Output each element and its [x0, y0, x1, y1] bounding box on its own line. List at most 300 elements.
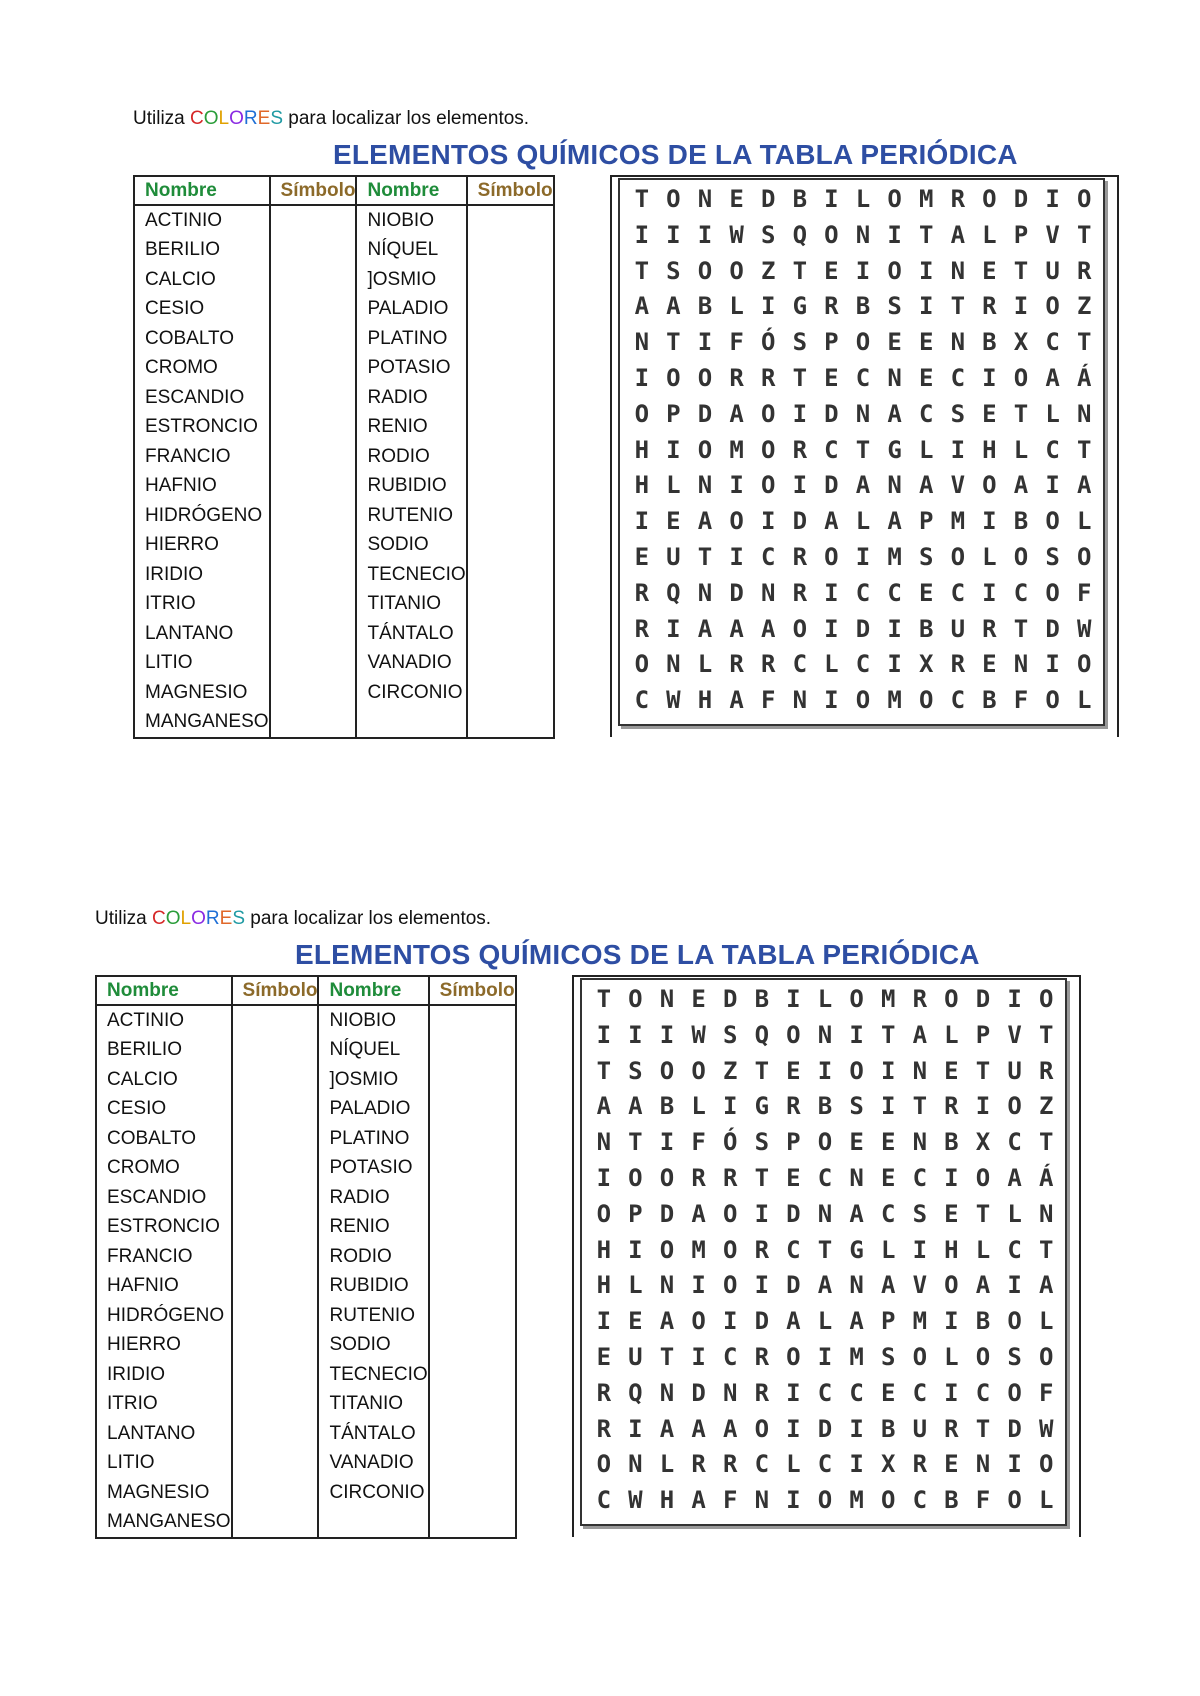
grid-letter[interactable]: N: [855, 399, 871, 428]
symbol-cell[interactable]: [270, 501, 357, 531]
grid-letter[interactable]: R: [691, 1450, 706, 1479]
grid-letter[interactable]: L: [1076, 507, 1092, 536]
symbol-cell[interactable]: [232, 1331, 319, 1361]
grid-letter[interactable]: S: [1045, 542, 1060, 571]
grid-letter[interactable]: H: [634, 435, 650, 464]
grid-letter[interactable]: O: [729, 507, 744, 536]
grid-letter[interactable]: C: [950, 686, 966, 715]
grid-letter[interactable]: E: [786, 1056, 801, 1085]
grid-letter[interactable]: C: [1013, 578, 1029, 607]
grid-letter[interactable]: R: [754, 1235, 770, 1264]
grid-letter[interactable]: H: [659, 1486, 675, 1515]
grid-letter[interactable]: I: [912, 1235, 928, 1264]
grid-letter[interactable]: I: [792, 471, 808, 500]
grid-letter[interactable]: S: [918, 542, 934, 571]
symbol-cell[interactable]: [429, 1360, 516, 1390]
grid-letter[interactable]: O: [659, 1235, 675, 1264]
grid-letter[interactable]: S: [722, 1020, 738, 1049]
grid-letter[interactable]: F: [691, 1128, 706, 1157]
grid-letter[interactable]: O: [887, 256, 902, 285]
grid-letter[interactable]: A: [596, 1092, 612, 1121]
grid-letter[interactable]: N: [628, 1450, 643, 1479]
grid-letter[interactable]: I: [950, 435, 966, 464]
grid-letter[interactable]: L: [691, 1092, 706, 1121]
grid-letter[interactable]: I: [666, 614, 681, 643]
grid-letter[interactable]: R: [944, 1414, 959, 1443]
grid-letter[interactable]: I: [786, 1486, 801, 1515]
grid-letter[interactable]: V: [1007, 1020, 1022, 1049]
grid-letter[interactable]: I: [982, 578, 997, 607]
grid-letter[interactable]: I: [817, 1056, 833, 1085]
grid-letter[interactable]: E: [944, 1056, 959, 1085]
grid-letter[interactable]: R: [950, 650, 966, 679]
grid-letter[interactable]: C: [1045, 328, 1060, 357]
grid-letter[interactable]: W: [729, 220, 744, 249]
grid-letter[interactable]: L: [944, 1020, 959, 1049]
grid-letter[interactable]: A: [918, 471, 934, 500]
grid-letter[interactable]: T: [628, 1128, 643, 1157]
grid-letter[interactable]: C: [824, 435, 839, 464]
grid-letter[interactable]: D: [792, 507, 808, 536]
symbol-cell[interactable]: [467, 531, 554, 561]
grid-letter[interactable]: H: [596, 1271, 612, 1300]
grid-letter[interactable]: I: [659, 1128, 675, 1157]
grid-letter[interactable]: D: [754, 1307, 770, 1336]
grid-letter[interactable]: B: [918, 614, 934, 643]
grid-letter[interactable]: M: [887, 686, 902, 715]
grid-letter[interactable]: I: [1013, 292, 1029, 321]
grid-letter[interactable]: D: [824, 399, 839, 428]
grid-letter[interactable]: I: [697, 220, 713, 249]
symbol-cell[interactable]: [467, 324, 554, 354]
symbol-cell[interactable]: [232, 1301, 319, 1331]
grid-letter[interactable]: A: [666, 292, 681, 321]
grid-letter[interactable]: E: [982, 256, 997, 285]
grid-letter[interactable]: T: [792, 363, 808, 392]
grid-letter[interactable]: E: [666, 507, 681, 536]
grid-letter[interactable]: T: [1013, 399, 1029, 428]
grid-letter[interactable]: L: [1038, 1486, 1054, 1515]
grid-letter[interactable]: C: [722, 1342, 738, 1371]
grid-letter[interactable]: C: [817, 1450, 833, 1479]
grid-letter[interactable]: R: [729, 650, 744, 679]
grid-letter[interactable]: C: [786, 1235, 801, 1264]
grid-letter[interactable]: H: [944, 1235, 959, 1264]
grid-letter[interactable]: D: [691, 1378, 706, 1407]
grid-letter[interactable]: L: [628, 1271, 643, 1300]
grid-letter[interactable]: O: [824, 220, 839, 249]
grid-letter[interactable]: I: [824, 614, 839, 643]
grid-letter[interactable]: O: [722, 1271, 738, 1300]
symbol-cell[interactable]: [429, 1419, 516, 1449]
grid-letter[interactable]: R: [786, 1092, 801, 1121]
symbol-cell[interactable]: [467, 472, 554, 502]
grid-letter[interactable]: N: [666, 650, 681, 679]
grid-letter[interactable]: G: [849, 1235, 864, 1264]
grid-letter[interactable]: B: [944, 1486, 959, 1515]
grid-letter[interactable]: I: [634, 507, 650, 536]
grid-letter[interactable]: O: [697, 435, 713, 464]
grid-letter[interactable]: B: [792, 185, 808, 213]
grid-letter[interactable]: R: [1038, 1056, 1054, 1085]
grid-letter[interactable]: I: [666, 220, 681, 249]
grid-letter[interactable]: S: [1007, 1342, 1022, 1371]
grid-letter[interactable]: I: [887, 220, 902, 249]
grid-letter[interactable]: I: [944, 1163, 959, 1192]
symbol-cell[interactable]: [467, 413, 554, 443]
word-search-grid[interactable]: [626, 182, 1100, 719]
grid-letter[interactable]: D: [722, 985, 738, 1013]
grid-letter[interactable]: Á: [1038, 1163, 1054, 1192]
grid-letter[interactable]: L: [918, 435, 934, 464]
grid-letter[interactable]: D: [786, 1271, 801, 1300]
grid-letter[interactable]: I: [887, 614, 902, 643]
grid-letter[interactable]: O: [1045, 292, 1060, 321]
grid-letter[interactable]: S: [887, 292, 902, 321]
symbol-cell[interactable]: [429, 1183, 516, 1213]
grid-letter[interactable]: R: [596, 1414, 612, 1443]
grid-letter[interactable]: A: [697, 507, 713, 536]
grid-letter[interactable]: E: [824, 256, 839, 285]
grid-letter[interactable]: T: [634, 185, 650, 213]
grid-letter[interactable]: L: [817, 1307, 833, 1336]
grid-letter[interactable]: C: [1007, 1235, 1022, 1264]
grid-letter[interactable]: N: [912, 1056, 928, 1085]
symbol-cell[interactable]: [467, 560, 554, 590]
symbol-cell[interactable]: [467, 295, 554, 325]
grid-letter[interactable]: R: [950, 185, 966, 213]
symbol-cell[interactable]: [270, 383, 357, 413]
grid-letter[interactable]: B: [1013, 507, 1029, 536]
grid-letter[interactable]: E: [880, 1128, 896, 1157]
grid-letter[interactable]: I: [666, 435, 681, 464]
grid-letter[interactable]: E: [634, 542, 650, 571]
grid-letter[interactable]: I: [729, 542, 744, 571]
grid-letter[interactable]: D: [697, 399, 713, 428]
grid-letter[interactable]: I: [786, 985, 801, 1013]
grid-letter[interactable]: C: [1007, 1128, 1022, 1157]
grid-letter[interactable]: I: [849, 1414, 864, 1443]
grid-letter[interactable]: R: [634, 614, 650, 643]
grid-letter[interactable]: I: [1007, 1450, 1022, 1479]
grid-letter[interactable]: O: [1076, 650, 1092, 679]
grid-letter[interactable]: N: [912, 1128, 928, 1157]
grid-letter[interactable]: R: [754, 1378, 770, 1407]
symbol-cell[interactable]: [429, 1065, 516, 1095]
grid-letter[interactable]: O: [691, 1056, 706, 1085]
grid-letter[interactable]: B: [880, 1414, 896, 1443]
grid-letter[interactable]: P: [880, 1307, 896, 1336]
grid-letter[interactable]: L: [855, 185, 871, 213]
symbol-cell[interactable]: [429, 1478, 516, 1508]
grid-letter[interactable]: T: [950, 292, 966, 321]
grid-letter[interactable]: R: [760, 650, 776, 679]
grid-letter[interactable]: O: [1007, 1092, 1022, 1121]
grid-letter[interactable]: I: [691, 1271, 706, 1300]
grid-letter[interactable]: O: [855, 328, 871, 357]
grid-letter[interactable]: N: [1013, 650, 1029, 679]
grid-letter[interactable]: C: [760, 542, 776, 571]
grid-letter[interactable]: R: [792, 578, 808, 607]
grid-letter[interactable]: C: [849, 1378, 864, 1407]
grid-letter[interactable]: I: [887, 650, 902, 679]
grid-letter[interactable]: D: [1013, 185, 1029, 213]
grid-letter[interactable]: A: [729, 614, 744, 643]
grid-letter[interactable]: F: [975, 1486, 991, 1515]
grid-letter[interactable]: O: [855, 686, 871, 715]
grid-letter[interactable]: D: [659, 1199, 675, 1228]
grid-letter[interactable]: Z: [1076, 292, 1092, 321]
grid-letter[interactable]: I: [786, 1378, 801, 1407]
grid-letter[interactable]: O: [1076, 542, 1092, 571]
grid-letter[interactable]: U: [1007, 1056, 1022, 1085]
symbol-cell[interactable]: [467, 442, 554, 472]
grid-letter[interactable]: E: [786, 1163, 801, 1192]
grid-letter[interactable]: W: [628, 1486, 643, 1515]
grid-letter[interactable]: N: [722, 1378, 738, 1407]
symbol-cell[interactable]: [467, 236, 554, 266]
grid-letter[interactable]: I: [918, 256, 934, 285]
grid-letter[interactable]: W: [691, 1020, 706, 1049]
grid-letter[interactable]: O: [760, 471, 776, 500]
symbol-cell[interactable]: [232, 1272, 319, 1302]
symbol-cell[interactable]: [270, 413, 357, 443]
grid-letter[interactable]: O: [792, 614, 808, 643]
symbol-cell[interactable]: [270, 531, 357, 561]
grid-letter[interactable]: R: [982, 614, 997, 643]
grid-letter[interactable]: R: [1076, 256, 1092, 285]
grid-letter[interactable]: R: [760, 363, 776, 392]
grid-letter[interactable]: A: [691, 1414, 706, 1443]
grid-letter[interactable]: O: [1007, 1307, 1022, 1336]
symbol-cell[interactable]: [429, 1272, 516, 1302]
grid-letter[interactable]: E: [918, 363, 934, 392]
grid-letter[interactable]: T: [792, 256, 808, 285]
grid-letter[interactable]: O: [1076, 185, 1092, 213]
grid-letter[interactable]: H: [697, 686, 713, 715]
grid-letter[interactable]: A: [697, 614, 713, 643]
symbol-cell[interactable]: [232, 1390, 319, 1420]
grid-letter[interactable]: L: [817, 985, 833, 1013]
grid-letter[interactable]: M: [950, 507, 966, 536]
grid-letter[interactable]: R: [754, 1342, 770, 1371]
grid-letter[interactable]: O: [722, 1199, 738, 1228]
grid-letter[interactable]: N: [697, 471, 713, 500]
grid-letter[interactable]: C: [912, 1378, 928, 1407]
grid-letter[interactable]: R: [982, 292, 997, 321]
grid-letter[interactable]: I: [982, 363, 997, 392]
grid-letter[interactable]: D: [975, 985, 991, 1013]
grid-letter[interactable]: I: [596, 1020, 612, 1049]
grid-letter[interactable]: O: [1038, 1450, 1054, 1479]
grid-letter[interactable]: O: [659, 1163, 675, 1192]
grid-letter[interactable]: S: [754, 1128, 770, 1157]
grid-letter[interactable]: I: [697, 328, 713, 357]
grid-letter[interactable]: R: [912, 985, 928, 1013]
grid-letter[interactable]: M: [887, 542, 902, 571]
grid-letter[interactable]: I: [944, 1307, 959, 1336]
grid-letter[interactable]: O: [982, 185, 997, 213]
grid-letter[interactable]: F: [722, 1486, 738, 1515]
grid-letter[interactable]: S: [849, 1092, 864, 1121]
grid-letter[interactable]: L: [975, 1235, 991, 1264]
symbol-cell[interactable]: [270, 560, 357, 590]
symbol-cell[interactable]: [232, 1154, 319, 1184]
grid-letter[interactable]: A: [912, 1020, 928, 1049]
grid-letter[interactable]: L: [1007, 1199, 1022, 1228]
grid-letter[interactable]: A: [1076, 471, 1092, 500]
grid-letter[interactable]: S: [950, 399, 966, 428]
grid-letter[interactable]: G: [754, 1092, 770, 1121]
grid-letter[interactable]: I: [918, 292, 934, 321]
grid-letter[interactable]: O: [596, 1450, 612, 1479]
grid-letter[interactable]: U: [628, 1342, 643, 1371]
grid-letter[interactable]: T: [754, 1163, 770, 1192]
word-search-grid[interactable]: [588, 982, 1062, 1519]
grid-letter[interactable]: C: [887, 578, 902, 607]
symbol-cell[interactable]: [232, 1242, 319, 1272]
grid-letter[interactable]: M: [729, 435, 744, 464]
grid-letter[interactable]: E: [918, 328, 934, 357]
grid-letter[interactable]: D: [1045, 614, 1060, 643]
grid-letter[interactable]: I: [659, 1020, 675, 1049]
grid-letter[interactable]: N: [596, 1128, 612, 1157]
grid-letter[interactable]: M: [918, 185, 934, 213]
grid-letter[interactable]: N: [659, 985, 675, 1013]
grid-letter[interactable]: O: [1045, 686, 1060, 715]
grid-letter[interactable]: T: [817, 1235, 833, 1264]
grid-letter[interactable]: A: [729, 399, 744, 428]
grid-letter[interactable]: O: [628, 1163, 643, 1192]
grid-letter[interactable]: N: [849, 1271, 864, 1300]
symbol-cell[interactable]: [270, 472, 357, 502]
grid-letter[interactable]: I: [792, 399, 808, 428]
symbol-cell[interactable]: [270, 649, 357, 679]
symbol-cell[interactable]: [232, 1508, 319, 1539]
grid-letter[interactable]: X: [880, 1450, 896, 1479]
grid-letter[interactable]: T: [1076, 435, 1092, 464]
grid-letter[interactable]: G: [887, 435, 902, 464]
grid-letter[interactable]: O: [760, 435, 776, 464]
symbol-cell[interactable]: [270, 354, 357, 384]
grid-letter[interactable]: A: [659, 1414, 675, 1443]
grid-letter[interactable]: N: [1038, 1199, 1054, 1228]
grid-letter[interactable]: E: [729, 185, 744, 213]
grid-letter[interactable]: O: [691, 1307, 706, 1336]
symbol-cell[interactable]: [467, 590, 554, 620]
grid-letter[interactable]: O: [1038, 985, 1054, 1013]
grid-letter[interactable]: O: [849, 1056, 864, 1085]
grid-letter[interactable]: F: [1038, 1378, 1054, 1407]
grid-letter[interactable]: L: [697, 650, 713, 679]
symbol-cell[interactable]: [270, 205, 357, 236]
symbol-cell[interactable]: [232, 1360, 319, 1390]
grid-letter[interactable]: O: [697, 363, 713, 392]
grid-letter[interactable]: O: [975, 1342, 991, 1371]
grid-letter[interactable]: S: [880, 1342, 896, 1371]
grid-letter[interactable]: E: [596, 1342, 612, 1371]
grid-letter[interactable]: C: [817, 1163, 833, 1192]
grid-letter[interactable]: T: [1038, 1128, 1054, 1157]
grid-letter[interactable]: T: [975, 1414, 991, 1443]
grid-letter[interactable]: Ó: [760, 328, 776, 357]
grid-letter[interactable]: A: [880, 1271, 896, 1300]
grid-letter[interactable]: E: [880, 1378, 896, 1407]
grid-letter[interactable]: A: [786, 1307, 801, 1336]
grid-letter[interactable]: I: [628, 1020, 643, 1049]
grid-letter[interactable]: C: [596, 1486, 612, 1515]
grid-letter[interactable]: I: [1045, 185, 1060, 213]
symbol-cell[interactable]: [467, 354, 554, 384]
symbol-cell[interactable]: [270, 678, 357, 708]
grid-letter[interactable]: E: [880, 1163, 896, 1192]
grid-letter[interactable]: R: [729, 363, 744, 392]
grid-letter[interactable]: N: [754, 1486, 770, 1515]
grid-letter[interactable]: D: [729, 578, 744, 607]
grid-letter[interactable]: T: [975, 1056, 991, 1085]
grid-letter[interactable]: I: [760, 292, 776, 321]
grid-letter[interactable]: I: [722, 1307, 738, 1336]
grid-letter[interactable]: X: [975, 1128, 991, 1157]
grid-letter[interactable]: T: [855, 435, 871, 464]
grid-letter[interactable]: T: [912, 1092, 928, 1121]
grid-letter[interactable]: X: [1013, 328, 1029, 357]
grid-letter[interactable]: N: [659, 1378, 675, 1407]
grid-letter[interactable]: U: [950, 614, 966, 643]
grid-letter[interactable]: P: [666, 399, 681, 428]
grid-letter[interactable]: D: [786, 1199, 801, 1228]
grid-letter[interactable]: P: [975, 1020, 991, 1049]
grid-letter[interactable]: O: [880, 1486, 896, 1515]
grid-letter[interactable]: S: [666, 256, 681, 285]
grid-letter[interactable]: I: [628, 1414, 643, 1443]
grid-letter[interactable]: T: [659, 1342, 675, 1371]
grid-letter[interactable]: I: [754, 1271, 770, 1300]
grid-letter[interactable]: I: [880, 1092, 896, 1121]
grid-letter[interactable]: R: [792, 542, 808, 571]
symbol-cell[interactable]: [467, 501, 554, 531]
grid-letter[interactable]: E: [849, 1128, 864, 1157]
grid-letter[interactable]: V: [912, 1271, 928, 1300]
grid-letter[interactable]: C: [855, 363, 871, 392]
symbol-cell[interactable]: [232, 1005, 319, 1036]
grid-letter[interactable]: B: [817, 1092, 833, 1121]
grid-letter[interactable]: I: [729, 471, 744, 500]
grid-letter[interactable]: A: [634, 292, 650, 321]
grid-letter[interactable]: Q: [666, 578, 681, 607]
grid-letter[interactable]: O: [912, 1342, 928, 1371]
grid-letter[interactable]: B: [697, 292, 713, 321]
grid-letter[interactable]: P: [918, 507, 934, 536]
grid-letter[interactable]: A: [760, 614, 776, 643]
grid-letter[interactable]: C: [912, 1163, 928, 1192]
grid-letter[interactable]: A: [1038, 1271, 1054, 1300]
symbol-cell[interactable]: [429, 1124, 516, 1154]
grid-letter[interactable]: N: [634, 328, 650, 357]
grid-letter[interactable]: C: [1045, 435, 1060, 464]
grid-letter[interactable]: O: [1013, 363, 1029, 392]
grid-letter[interactable]: T: [1076, 328, 1092, 357]
grid-letter[interactable]: O: [634, 399, 650, 428]
grid-letter[interactable]: Ó: [722, 1128, 738, 1157]
grid-letter[interactable]: N: [817, 1020, 833, 1049]
symbol-cell[interactable]: [429, 1331, 516, 1361]
grid-letter[interactable]: O: [982, 471, 997, 500]
grid-letter[interactable]: I: [849, 1020, 864, 1049]
grid-letter[interactable]: A: [729, 686, 744, 715]
grid-letter[interactable]: L: [666, 471, 681, 500]
symbol-cell[interactable]: [429, 1154, 516, 1184]
